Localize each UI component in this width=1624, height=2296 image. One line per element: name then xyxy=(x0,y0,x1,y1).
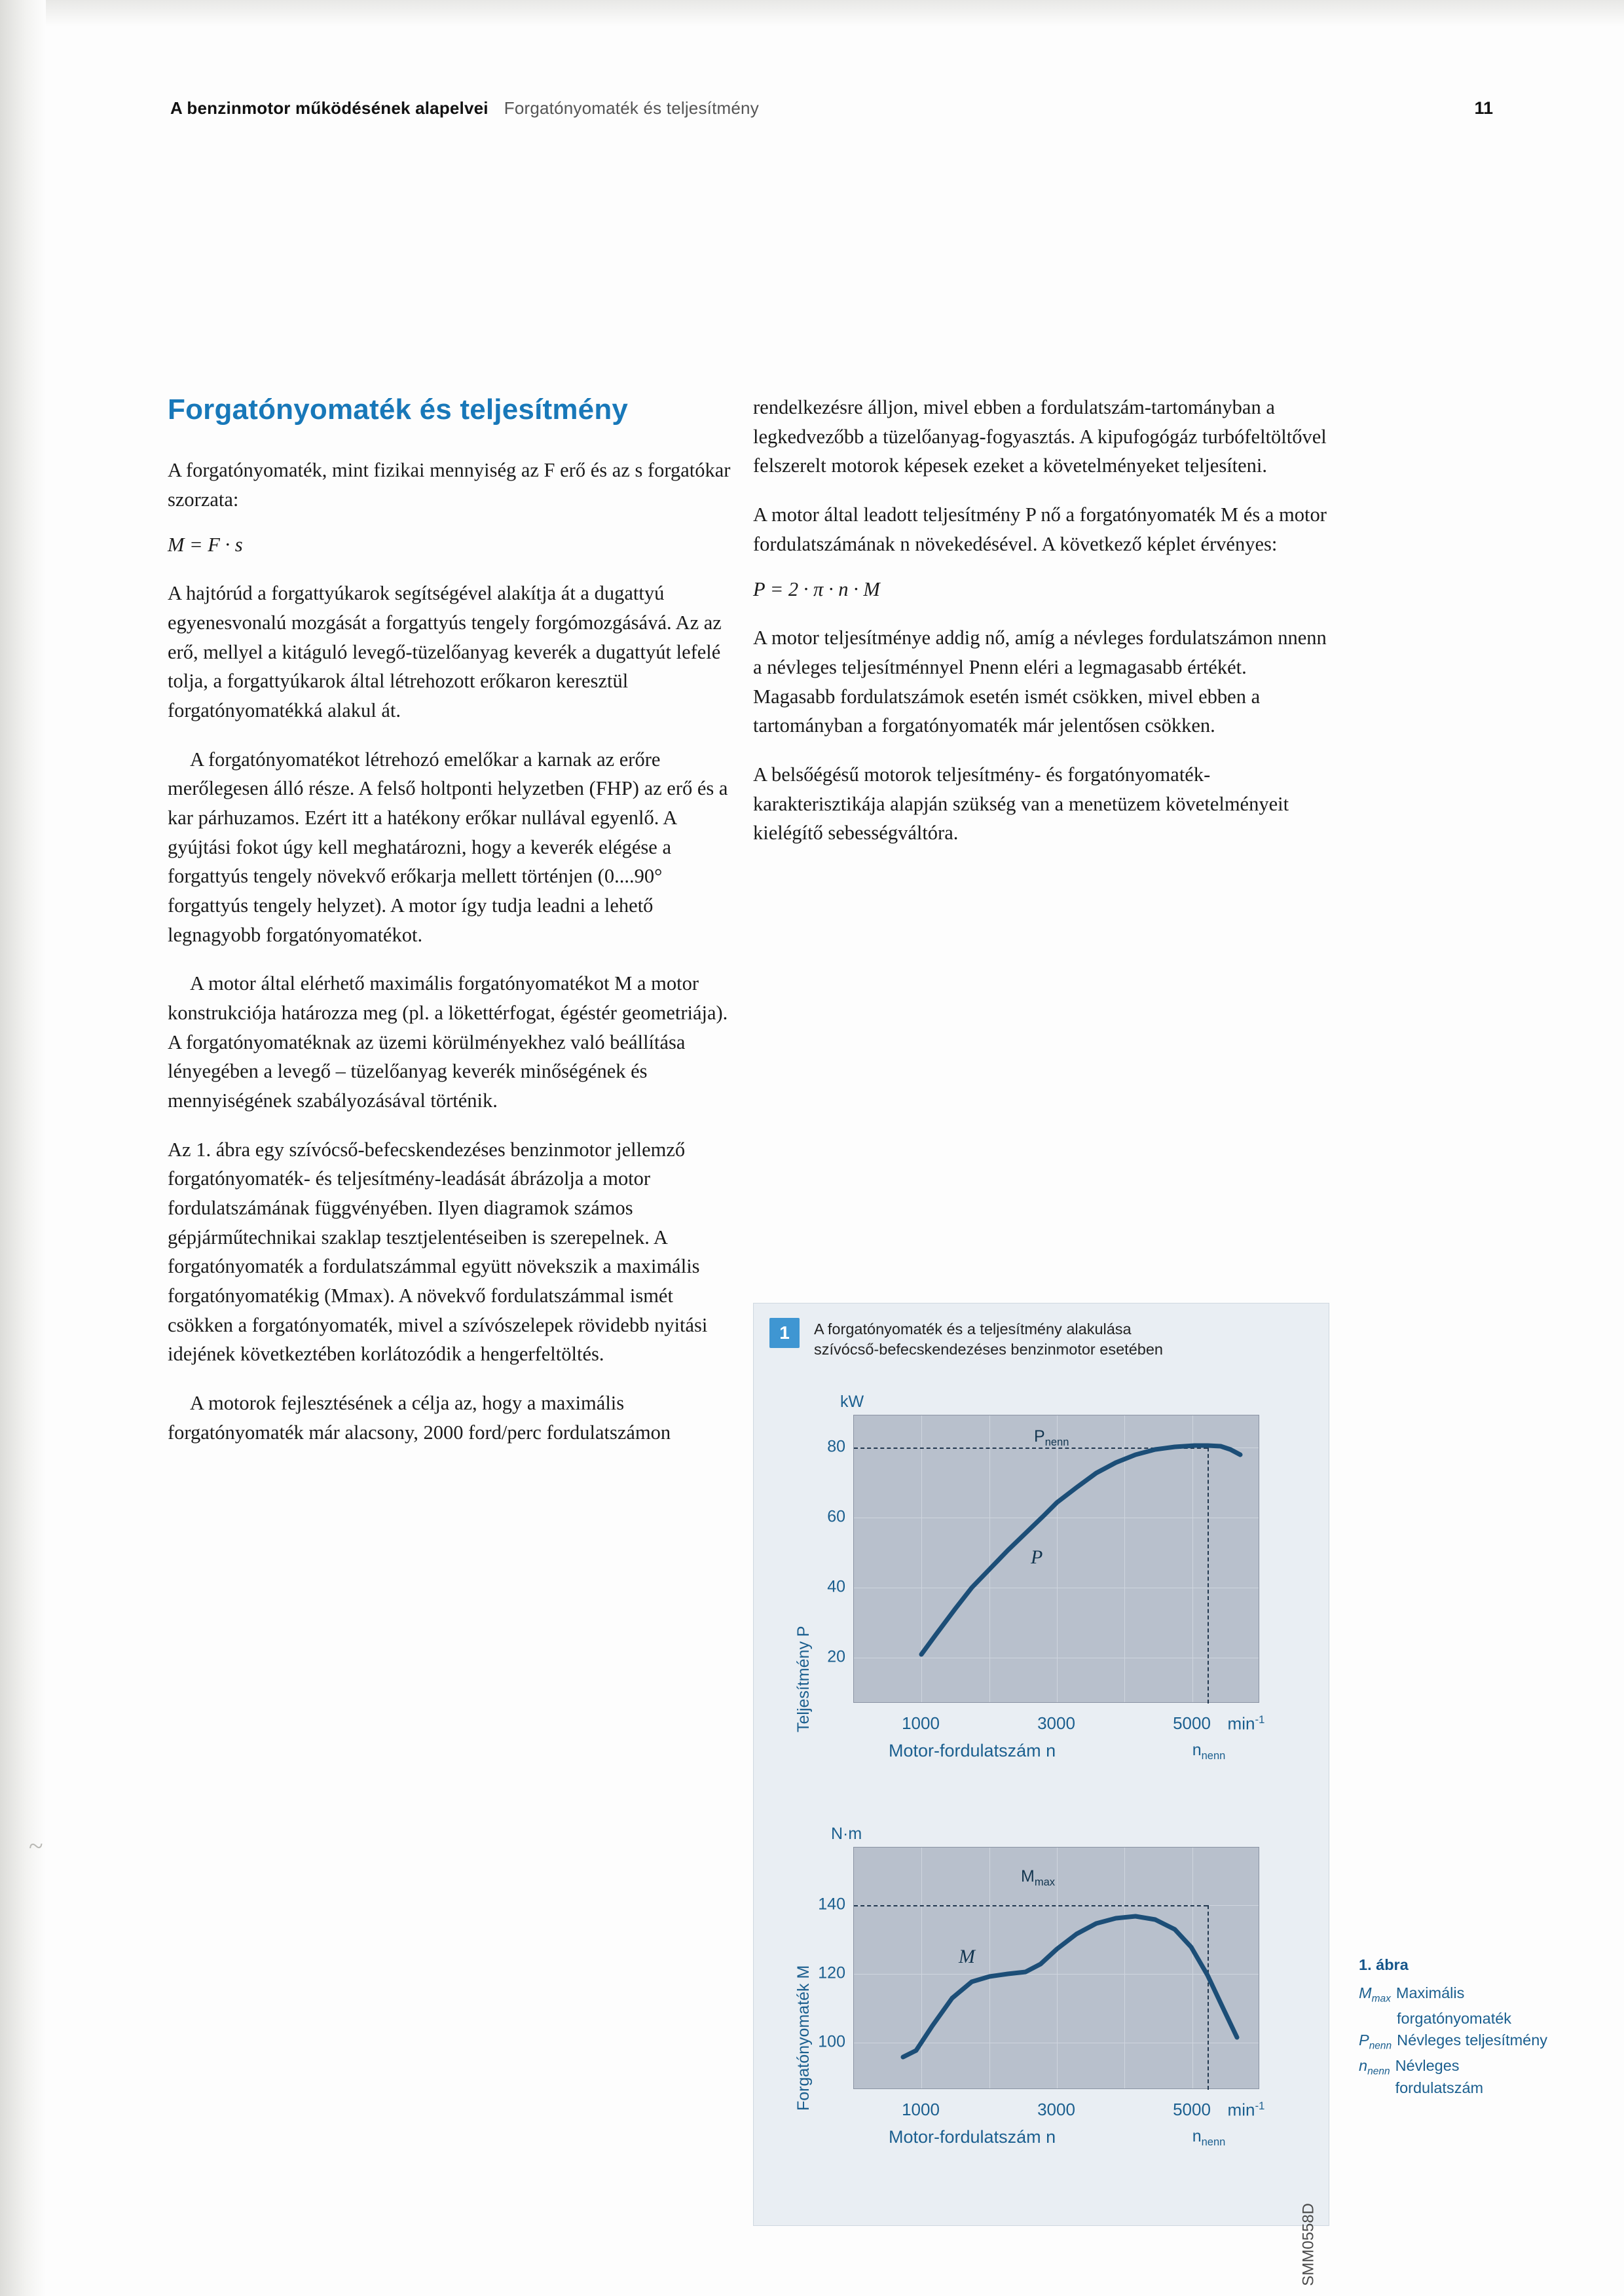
formula-power: P = 2 · π · n · M xyxy=(753,578,880,601)
paragraph-left-4: A motor által elérhető maximális forgatónyomatékot M a motor konstrukciója határozza meg (pl. a lökettérfogat, égéstér geometriája). A forgatónyomatéknak az üzemi körülményekhez való beállítása lényegében a levegő – tüzelőanyag keverék minőségének és mennyiségének szabályozásával történik. xyxy=(168,972,728,1112)
power-x-unit: $\min^{-1}$ xyxy=(1227,1713,1265,1734)
paragraph-right-4: A belsőégésű motorok teljesítmény- és forgatónyomaték-karakterisztikája alapján szükség van a menetüzem követelményeit kielégítő sebességváltóra. xyxy=(753,763,1289,845)
scan-artifact: ~ xyxy=(29,1831,43,1861)
legend-symbol-mmax: $M_{max}$ xyxy=(1359,1984,1391,2005)
legend-symbol-nnenn: $n_{nenn}$ xyxy=(1359,2057,1390,2077)
figure-source-code: SMM0558D xyxy=(1300,2203,1318,2286)
paragraph-left-2: A hajtórúd a forgattyúkarok segítségével alakítja át a dugattyú egyenesvonalú mozgását a forgattyús tengely forgómozgásává. Az az erő, mellyel a kitáguló levegő-tüzelőanyag keverék a dugattyút lefelé tolja, a forgattyúkarok által létrehozott erőkaron keresztül forgatónyomatékká alakul át. xyxy=(168,582,722,721)
figure-caption-row xyxy=(769,1318,1316,1360)
chart-power: Teljesítmény P kW 20 40 60 80 $P_{nenn}$ P 1000 3000 5000 $\min^{-1}$ Motor-fordulatszám n $n_{nenn}$ xyxy=(777,1395,1280,1814)
left-column xyxy=(168,393,731,1467)
chart-torque: Forgatónyomaték M N·m 100 120 140 $M_{max}$ M 1000 3000 5000 $\min^{-1}$ Motor-fordulatszám n $n_{nenn}$ xyxy=(777,1826,1280,2193)
page-header xyxy=(170,98,1493,128)
power-series-label: P xyxy=(1031,1546,1043,1568)
legend-text-nnenn: Névleges fordulatszám xyxy=(1395,2057,1484,2096)
figure-legend xyxy=(1359,1954,1549,2100)
torque-curve xyxy=(854,1848,1260,2090)
paragraph-left-3: A forgatónyomatékot létrehozó emelőkar a karnak az erőre merőlegesen álló része. A felső holtponti helyzetben (FHP) az erő és a kar párhuzamos. Ezért itt a hatékony erőkar nullával egyenlő. A gyújtási fokot úgy kell meghatározni, hogy a keverék elégése a forgattyús tengely növekvő erőkarja mellett történjen (0....90° forgattyús tengely helyzet). A motor így tudja leadni a lehető legnagyobb forgatónyomatékot. xyxy=(168,748,728,946)
legend-text-mmax: Maximális xyxy=(1395,1984,1465,2002)
figure-plots xyxy=(777,1395,1280,2206)
formula-torque: M = F · s xyxy=(168,534,243,556)
paragraph-left-1: A forgatónyomaték, mint fizikai mennyiség az F erő és az s forgatókar szorzata: xyxy=(168,458,731,511)
right-column xyxy=(753,393,1329,867)
figure-caption-line-1: A forgatónyomaték és a teljesítmény alakulása xyxy=(814,1321,1132,1338)
torque-x-axis-title: Motor-fordulatszám n xyxy=(889,2127,1056,2147)
power-y-ticks: 20 40 60 80 xyxy=(827,1437,845,1666)
power-curve xyxy=(854,1415,1260,1704)
legend-row-pnenn xyxy=(1359,2030,1549,2054)
torque-plot-area xyxy=(853,1847,1259,2089)
header-section-title: Forgatónyomaték és teljesítmény xyxy=(504,98,759,118)
torque-series-label: M xyxy=(959,1946,975,1967)
power-pnenn-label: $P_{nenn}$ xyxy=(1034,1427,1069,1448)
torque-y-unit: N·m xyxy=(831,1825,862,1843)
scan-shading-top xyxy=(0,0,1624,26)
figure-number-badge: 1 xyxy=(769,1318,800,1348)
power-y-axis-label: Teljesítmény P xyxy=(794,1626,813,1732)
page-title: Forgatónyomaték és teljesítmény xyxy=(168,393,629,426)
torque-y-axis-label: Forgatónyomaték M xyxy=(794,1965,813,2111)
torque-mmax-label: $M_{max}$ xyxy=(1021,1867,1055,1888)
power-plot-area xyxy=(853,1415,1259,1703)
legend-row-nnenn xyxy=(1359,2055,1549,2099)
torque-y-ticks: 100 120 140 xyxy=(818,1895,845,2051)
paragraph-right-2: A motor által leadott teljesítmény P nő a forgatónyomaték M és a motor fordulatszámának n növekedésével. A következő képlet érvényes: xyxy=(753,503,1327,555)
legend-text-pnenn: Névleges teljesítmény xyxy=(1397,2032,1548,2049)
page-number: 11 xyxy=(1474,98,1493,118)
torque-x-unit: $\min^{-1}$ xyxy=(1227,2100,1265,2120)
power-x-axis-title: Motor-fordulatszám n xyxy=(889,1741,1056,1760)
figure-1 xyxy=(753,1303,1329,2286)
figure-caption xyxy=(814,1318,1163,1360)
paragraph-left-6: A motorok fejlesztésének a célja az, hogy a maximális forgatónyomaték már alacsony, 2000 ford/perc fordulatszámon xyxy=(168,1392,671,1444)
legend-row-mmax xyxy=(1359,1982,1549,2007)
scan-shading-left xyxy=(0,0,46,2296)
paragraph-right-3: A motor teljesítménye addig nő, amíg a névleges fordulatszámon nnenn a névleges teljesítménnyel Pnenn eléri a legmagasabb értékét. Magasabb fordulatszámok esetén ismét csökken, mivel ebben a tartományban a forgatónyomaték már jelentősen csökken. xyxy=(753,627,1327,737)
header-chapter-title: A benzinmotor működésének alapelvei xyxy=(170,98,489,118)
paragraph-right-1: rendelkezésre álljon, mivel ebben a fordulatszám-tartományban a legkedvezőbb a tüzelőanyag-fogyasztás. A kipufogógáz turbófeltöltővel felszerelt motorok képesek ezeket a követelményeket teljesíteni. xyxy=(753,396,1327,477)
legend-title: 1. ábra xyxy=(1359,1956,1409,1973)
paragraph-left-5: Az 1. ábra egy szívócső-befecskendezéses benzinmotor jellemző forgatónyomaték- és teljesítmény-leadását ábrázolja a motor fordulatszámának függvényében. Ilyen diagramok számos gépjárműtechnikai szaklap tesztjelentéseiben is szerepelnek. A forgatónyomaték a fordulatszámmal együtt növekszik a maximális forgatónyomatékig (Mmax). A növekvő fordulatszámmal ismét csökken a forgatónyomaték, mivel a szívószelepek rövidebb nyitási idejének következtében korlátozódik a hengerfeltöltés. xyxy=(168,1138,708,1366)
figure-caption-line-2: szívócső-befecskendezéses benzinmotor esetében xyxy=(814,1341,1163,1358)
power-y-unit: kW xyxy=(840,1393,864,1411)
legend-text-mmax-cont: forgatónyomaték xyxy=(1397,2010,1512,2028)
legend-symbol-pnenn: $P_{nenn}$ xyxy=(1359,2032,1392,2052)
